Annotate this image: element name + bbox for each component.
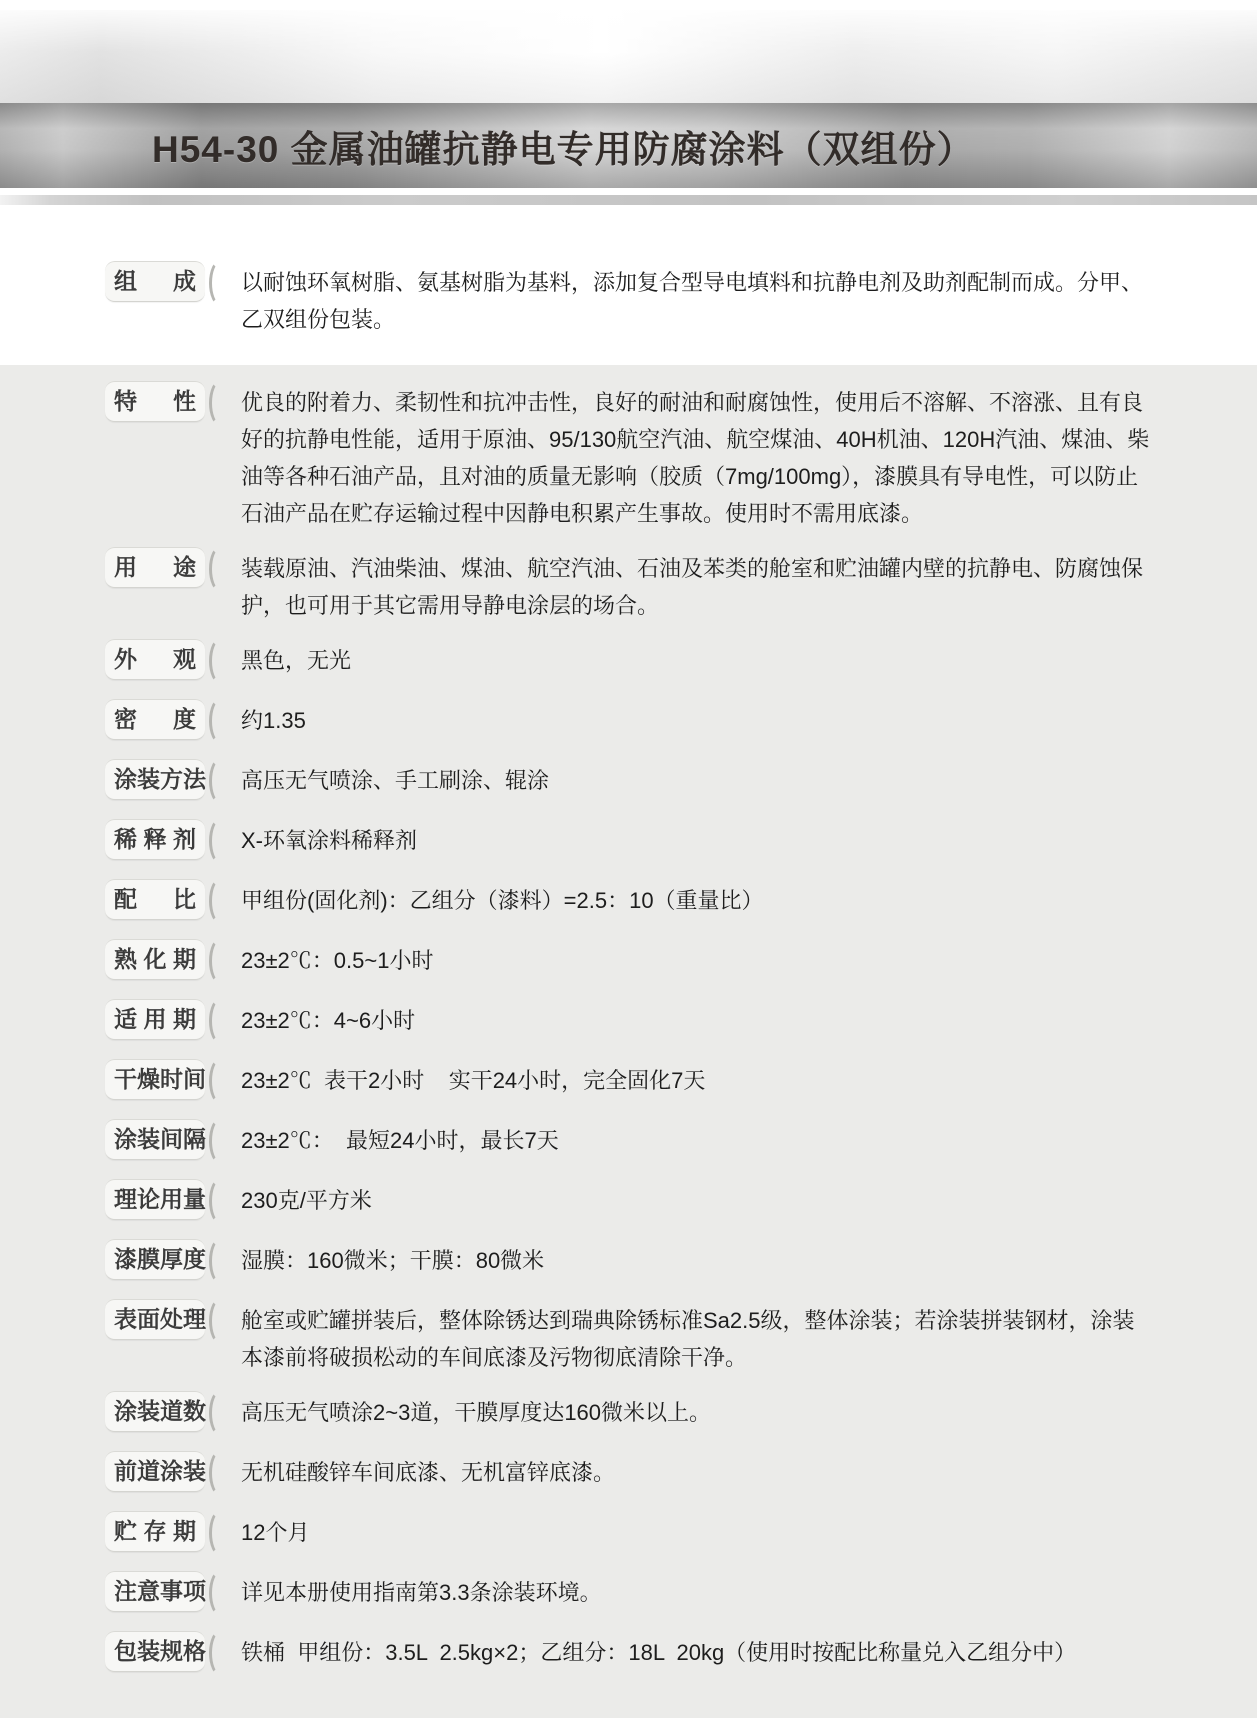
spec-label: 贮存期 [114,1518,196,1544]
spec-value: 高压无气喷涂2~3道，干膜厚度达160微米以上。 [241,1400,712,1425]
spec-row [105,1451,1152,1496]
spec-row [105,819,1152,864]
open-paren-icon [209,1450,231,1496]
spec-row [105,1239,1152,1284]
spec-value: 23±2℃： 最短24小时，最长7天 [241,1128,559,1153]
spec-value: 优良的附着力、柔韧性和抗冲击性，良好的耐油和耐腐蚀性，使用后不溶解、不溶涨、且有良好的抗静电性能，适用于原油、95/130航空汽油、航空煤油、40H机油、120H汽油、煤油、柴油等各种石油产品，且对油的质量无影响（胶质（7mg/100mg），漆膜具有导电性，可以防止石油产品在贮存运输过程中因静电积累产生事故。使用时不需用底漆。 [241,390,1150,526]
spec-label-pill [105,759,205,800]
spec-value: 12个月 [241,1520,310,1545]
spec-row [105,639,1152,684]
open-paren-icon [209,1118,231,1164]
spec-label: 包装规格 [114,1638,206,1664]
open-paren-icon [209,638,231,684]
page-title: H54-30 金属油罐抗静电专用防腐涂料（双组份） [152,128,975,170]
spec-label: 注意事项 [114,1578,206,1604]
banner-underline-strip [0,195,1257,205]
open-paren-icon [209,998,231,1044]
open-paren-icon [209,758,231,804]
spec-label: 特性 [114,388,196,414]
section-properties [0,365,1257,1718]
spec-row [105,1391,1152,1436]
spec-label-pill [105,1059,205,1100]
spec-label: 密度 [114,706,196,732]
spec-label-pill [105,999,205,1040]
open-paren-icon [209,818,231,864]
open-paren-icon [209,1510,231,1556]
spec-label: 前道涂装 [114,1458,206,1484]
spec-label-pill [105,699,205,740]
spec-label: 稀释剂 [114,826,196,852]
spec-value: 黑色，无光 [241,648,352,673]
spec-label-pill [105,939,205,980]
open-paren-icon [209,938,231,984]
spec-value: 无机硅酸锌车间底漆、无机富锌底漆。 [241,1460,616,1485]
spec-row [105,547,1152,624]
spec-value: 甲组份(固化剂)：乙组分（漆料）=2.5：10（重量比） [241,888,764,913]
spec-label: 适用期 [114,1006,196,1032]
spec-row [105,1299,1152,1376]
open-paren-icon [209,698,231,744]
spec-row [105,1511,1152,1556]
spec-row [105,759,1152,804]
spec-value: 以耐蚀环氧树脂、氨基树脂为基料，添加复合型导电填料和抗静电剂及助剂配制而成。分甲、乙双组份包装。 [241,270,1144,332]
spec-value: 23±2℃：0.5~1小时 [241,948,434,973]
spec-label-pill [105,1511,205,1552]
spec-value: 装载原油、汽油柴油、煤油、航空汽油、石油及苯类的舱室和贮油罐内壁的抗静电、防腐蚀保护，也可用于其它需用导静电涂层的场合。 [241,556,1144,618]
spec-row [105,1059,1152,1104]
header-banner [0,0,1257,205]
spec-value: 230克/平方米 [241,1188,372,1213]
spec-label-pill [105,1451,205,1492]
spec-value: 高压无气喷涂、手工刷涂、辊涂 [241,768,550,793]
spec-label: 表面处理 [114,1306,206,1332]
spec-label-pill [105,547,205,588]
spec-label: 用途 [114,554,196,580]
spec-row [105,1631,1152,1676]
spec-label-pill [105,1239,205,1280]
spec-row [105,261,1152,338]
spec-row [105,381,1152,532]
spec-value: X-环氧涂料稀释剂 [241,828,418,853]
spec-label-pill [105,1179,205,1220]
open-paren-icon [209,546,231,592]
spec-label-pill [105,1391,205,1432]
spec-value: 约1.35 [241,708,306,733]
spec-value: 铁桶 甲组份：3.5L 2.5kg×2；乙组分：18L 20kg（使用时按配比称量兑入乙组分中） [241,1640,1077,1665]
open-paren-icon [209,1630,231,1676]
spec-label: 熟化期 [114,946,196,972]
spec-label: 涂装间隔 [114,1126,206,1152]
spec-label-pill [105,1631,205,1672]
open-paren-icon [209,260,231,306]
spec-sheet [0,205,1257,1718]
spec-row [105,699,1152,744]
spec-label: 外观 [114,646,196,672]
spec-row [105,1179,1152,1224]
open-paren-icon [209,380,231,426]
spec-label-pill [105,1119,205,1160]
spec-label: 配比 [114,886,196,912]
spec-row [105,1119,1152,1164]
spec-label: 组成 [114,268,196,294]
banner-gap [0,188,1257,195]
open-paren-icon [209,878,231,924]
spec-label-pill [105,639,205,680]
spec-label-pill [105,1571,205,1612]
spec-row [105,879,1152,924]
open-paren-icon [209,1238,231,1284]
section-composition [0,205,1257,365]
banner-main [0,103,1257,188]
spec-label-pill [105,819,205,860]
spec-row [105,939,1152,984]
spec-label-pill [105,879,205,920]
banner-top-shine [0,10,1257,103]
spec-label: 干燥时间 [114,1066,206,1092]
open-paren-icon [209,1570,231,1616]
spec-row [105,999,1152,1044]
open-paren-icon [209,1058,231,1104]
spec-value: 舱室或贮罐拼装后，整体除锈达到瑞典除锈标准Sa2.5级，整体涂装；若涂装拼装钢材，涂装本漆前将破损松动的车间底漆及污物彻底清除干净。 [241,1308,1135,1370]
spec-label: 涂装方法 [114,766,206,792]
spec-value: 23±2℃：4~6小时 [241,1008,416,1033]
spec-value: 湿膜：160微米；干膜：80微米 [241,1248,545,1273]
open-paren-icon [209,1390,231,1436]
open-paren-icon [209,1178,231,1224]
spec-label-pill [105,381,205,422]
open-paren-icon [209,1298,231,1344]
spec-label-pill [105,261,205,302]
spec-value: 详见本册使用指南第3.3条涂装环境。 [241,1580,602,1605]
spec-value: 23±2℃ 表干2小时 实干24小时，完全固化7天 [241,1068,706,1093]
spec-label: 涂装道数 [114,1398,206,1424]
spec-label-pill [105,1299,205,1340]
spec-label: 漆膜厚度 [114,1246,206,1272]
spec-row [105,1571,1152,1616]
spec-label: 理论用量 [114,1186,206,1212]
